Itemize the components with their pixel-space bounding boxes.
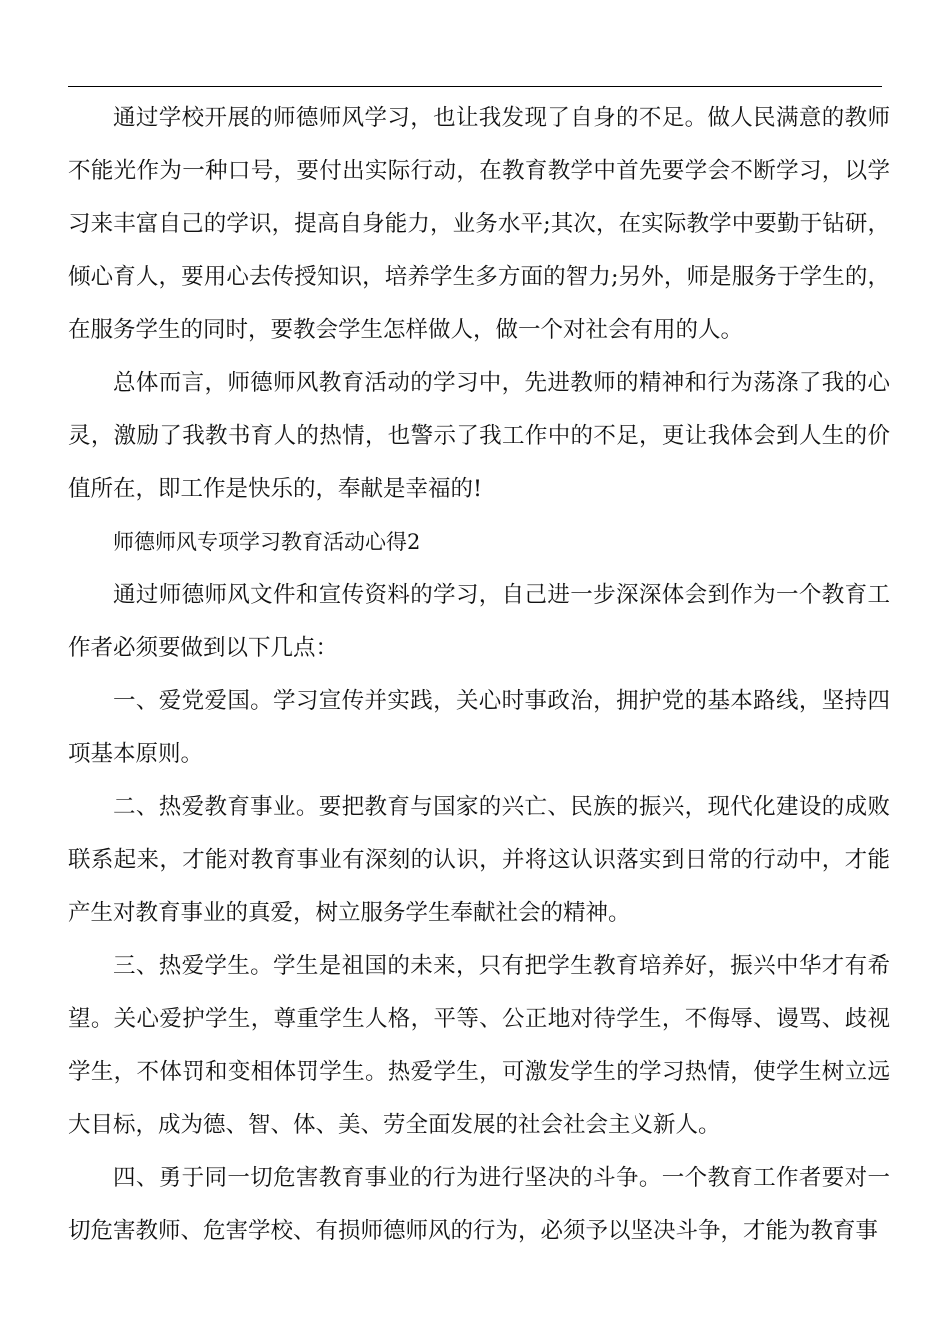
paragraph-point-2: 二、热爱教育事业。要把教育与国家的兴亡、民族的振兴，现代化建设的成败联系起来，才能对教育事业有深刻的认识，并将这认识落实到日常的行动中，才能产生对教育事业的真爱，树立服务学生奉献社会的精神。 [68,794,890,926]
paragraph-point-1: 一、爱党爱国。学习宣传并实践，关心时事政治，拥护党的基本路线，坚持四项基本原则。 [68,688,890,767]
document-body [68,92,890,1258]
paragraph-point-3: 三、热爱学生。学生是祖国的未来，只有把学生教育培养好，振兴中华才有希望。关心爱护学生，尊重学生人格，平等、公正地对待学生，不侮辱、谩骂、歧视学生，不体罚和变相体罚学生。热爱学生，可激发学生的学习热情，使学生树立远大目标，成为德、智、体、美、劳全面发展的社会社会主义新人。 [68,953,890,1138]
header-rule [68,86,882,87]
paragraph-point-4: 四、勇于同一切危害教育事业的行为进行坚决的斗争。一个教育工作者要对一切危害教师、危害学校、有损师德师风的行为，必须予以坚决斗争，才能为教育事 [68,1165,890,1244]
paragraph-summary: 总体而言，师德师风教育活动的学习中，先进教师的精神和行为荡涤了我的心灵，激励了我教书育人的热情，也警示了我工作中的不足，更让我体会到人生的价值所在，即工作是快乐的，奉献是幸福的! [68,370,890,502]
paragraph-intro: 通过师德师风文件和宣传资料的学习，自己进一步深深体会到作为一个教育工作者必须要做到以下几点： [68,582,890,661]
section-heading: 师德师风专项学习教育活动心得2 [113,530,421,554]
paragraph-self-reflection: 通过学校开展的师德师风学习，也让我发现了自身的不足。做人民满意的教师不能光作为一种口号，要付出实际行动，在教育教学中首先要学会不断学习，以学习来丰富自己的学识，提高自身能力，业务水平;其次，在实际教学中要勤于钻研，倾心育人，要用心去传授知识，培养学生多方面的智力;另外，师是服务于学生的，在服务学生的同时，要教会学生怎样做人，做一个对社会有用的人。 [68,105,890,343]
